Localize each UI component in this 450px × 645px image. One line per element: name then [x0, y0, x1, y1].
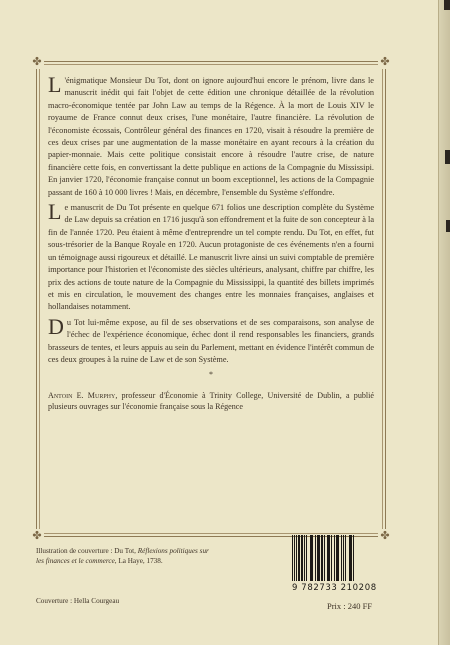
corner-ornament-icon: ✤: [378, 55, 392, 69]
author-name: Antoin E. Murphy: [48, 390, 116, 400]
back-cover-text: [48, 72, 375, 421]
drop-cap: D: [48, 313, 64, 339]
corner-ornament-icon: ✤: [30, 55, 44, 69]
section-separator: *: [209, 370, 213, 380]
corner-ornament-icon: ✤: [30, 529, 44, 543]
author-bio: , professeur d'Économie à Trinity College, Université de Dublin, a publié plusieurs ouvrages sur l'économie française sous la Régence: [48, 390, 374, 412]
paragraph-text: 'énigmatique Monsieur Du Tot, dont on ignore aujourd'hui encore le prénom, livre dans le manuscrit inédit qui fait l'objet de cette édition une chronique détaillée de la révolution macro-économique tentée par John Law au temps de la Régence. À la mort de Louis XIV le royaume de France connut deux crises, l'une monétaire, l'autre financière. La révolution de l'économiste écossais, Contrôleur général des finances en 1720, visait à résoudre la première de ces deux crises par une augmentation de la masse monétaire en ayant recours à la création du papier-monnaie. Mais cette politique consistait encore à résoudre l'autre crise, de nature financière cette fois, en convertissant la dette publique en actions de la Compagnie du Mississipi. En janvier 1720, l'économie française connut un boom exceptionnel, les actions de la Compagnie passant de 160 à 10 000 livres ! Mais, en décembre, l'ensemble du Système s'effondre.: [48, 76, 374, 197]
edge-mark: [444, 0, 450, 10]
isbn-barcode: [292, 535, 387, 593]
paragraph-text: e manuscrit de Du Tot présente en quelque 671 folios une description complète du Système de Law depuis sa création en 1716 jusqu'à son effondrement et la fuite de son concepteur à la fin de l'année 1720. Peu étaient à même d'entreprendre un tel compte rendu. Du Tot, en effet, fut sous-trésorier de la Banque Royale en 1720. Aucun protagoniste de ces événements n'en a fourni un témoignage aussi rigoureux et détaillé. Le manuscrit livre ainsi un suivi comptable de première importance pour l'historien et l'économiste des siècles ultérieurs, analysant, chiffre par chiffre, les prix des actions de toute nature de la Compagnie du Mississippi, la quantité des billets imprimés et mis en circulation, le mouvement des changes entre les monnaies françaises, anglaises et hollandaises notamment.: [48, 203, 375, 312]
cover-credit: Couverture : Hella Courgeau: [36, 597, 120, 605]
illustration-suffix: La Haye, 1738.: [118, 557, 163, 565]
paragraph-text: u Tot lui-même expose, au fil de ses observations et de ses comparaisons, son analyse de l'échec de l'expérience économique, échec dont il rend responsables les financiers, grands brasseurs de tentes, et leurs appuis au sein du Parlement, mettant en évidence l'intérêt commun de ces deux groupes à la ruine de Law et de son Système.: [48, 317, 374, 364]
price-label: Prix : 240 FF: [327, 601, 373, 611]
author-note: [48, 390, 374, 413]
barcode-bar: [354, 535, 355, 581]
illustration-prefix: Illustration de couverture : Du Tot,: [36, 547, 136, 555]
isbn-number: 9 782733 210208: [292, 583, 377, 593]
corner-ornament-icon: ✤: [378, 529, 392, 543]
edge-mark: [445, 150, 450, 164]
illustration-title: Réflexions politiques sur les finances et le commerce,: [36, 547, 209, 565]
barcode-bars: [292, 535, 387, 581]
text-frame: [32, 56, 390, 542]
paragraph-3: [48, 313, 374, 367]
drop-cap: L: [48, 72, 62, 97]
paragraph-1: [48, 72, 374, 199]
illustration-credit: [36, 546, 216, 566]
drop-cap: L: [48, 199, 62, 225]
adjacent-page-edge: [438, 0, 450, 645]
edge-mark: [446, 220, 450, 232]
paragraph-2: [48, 199, 375, 314]
